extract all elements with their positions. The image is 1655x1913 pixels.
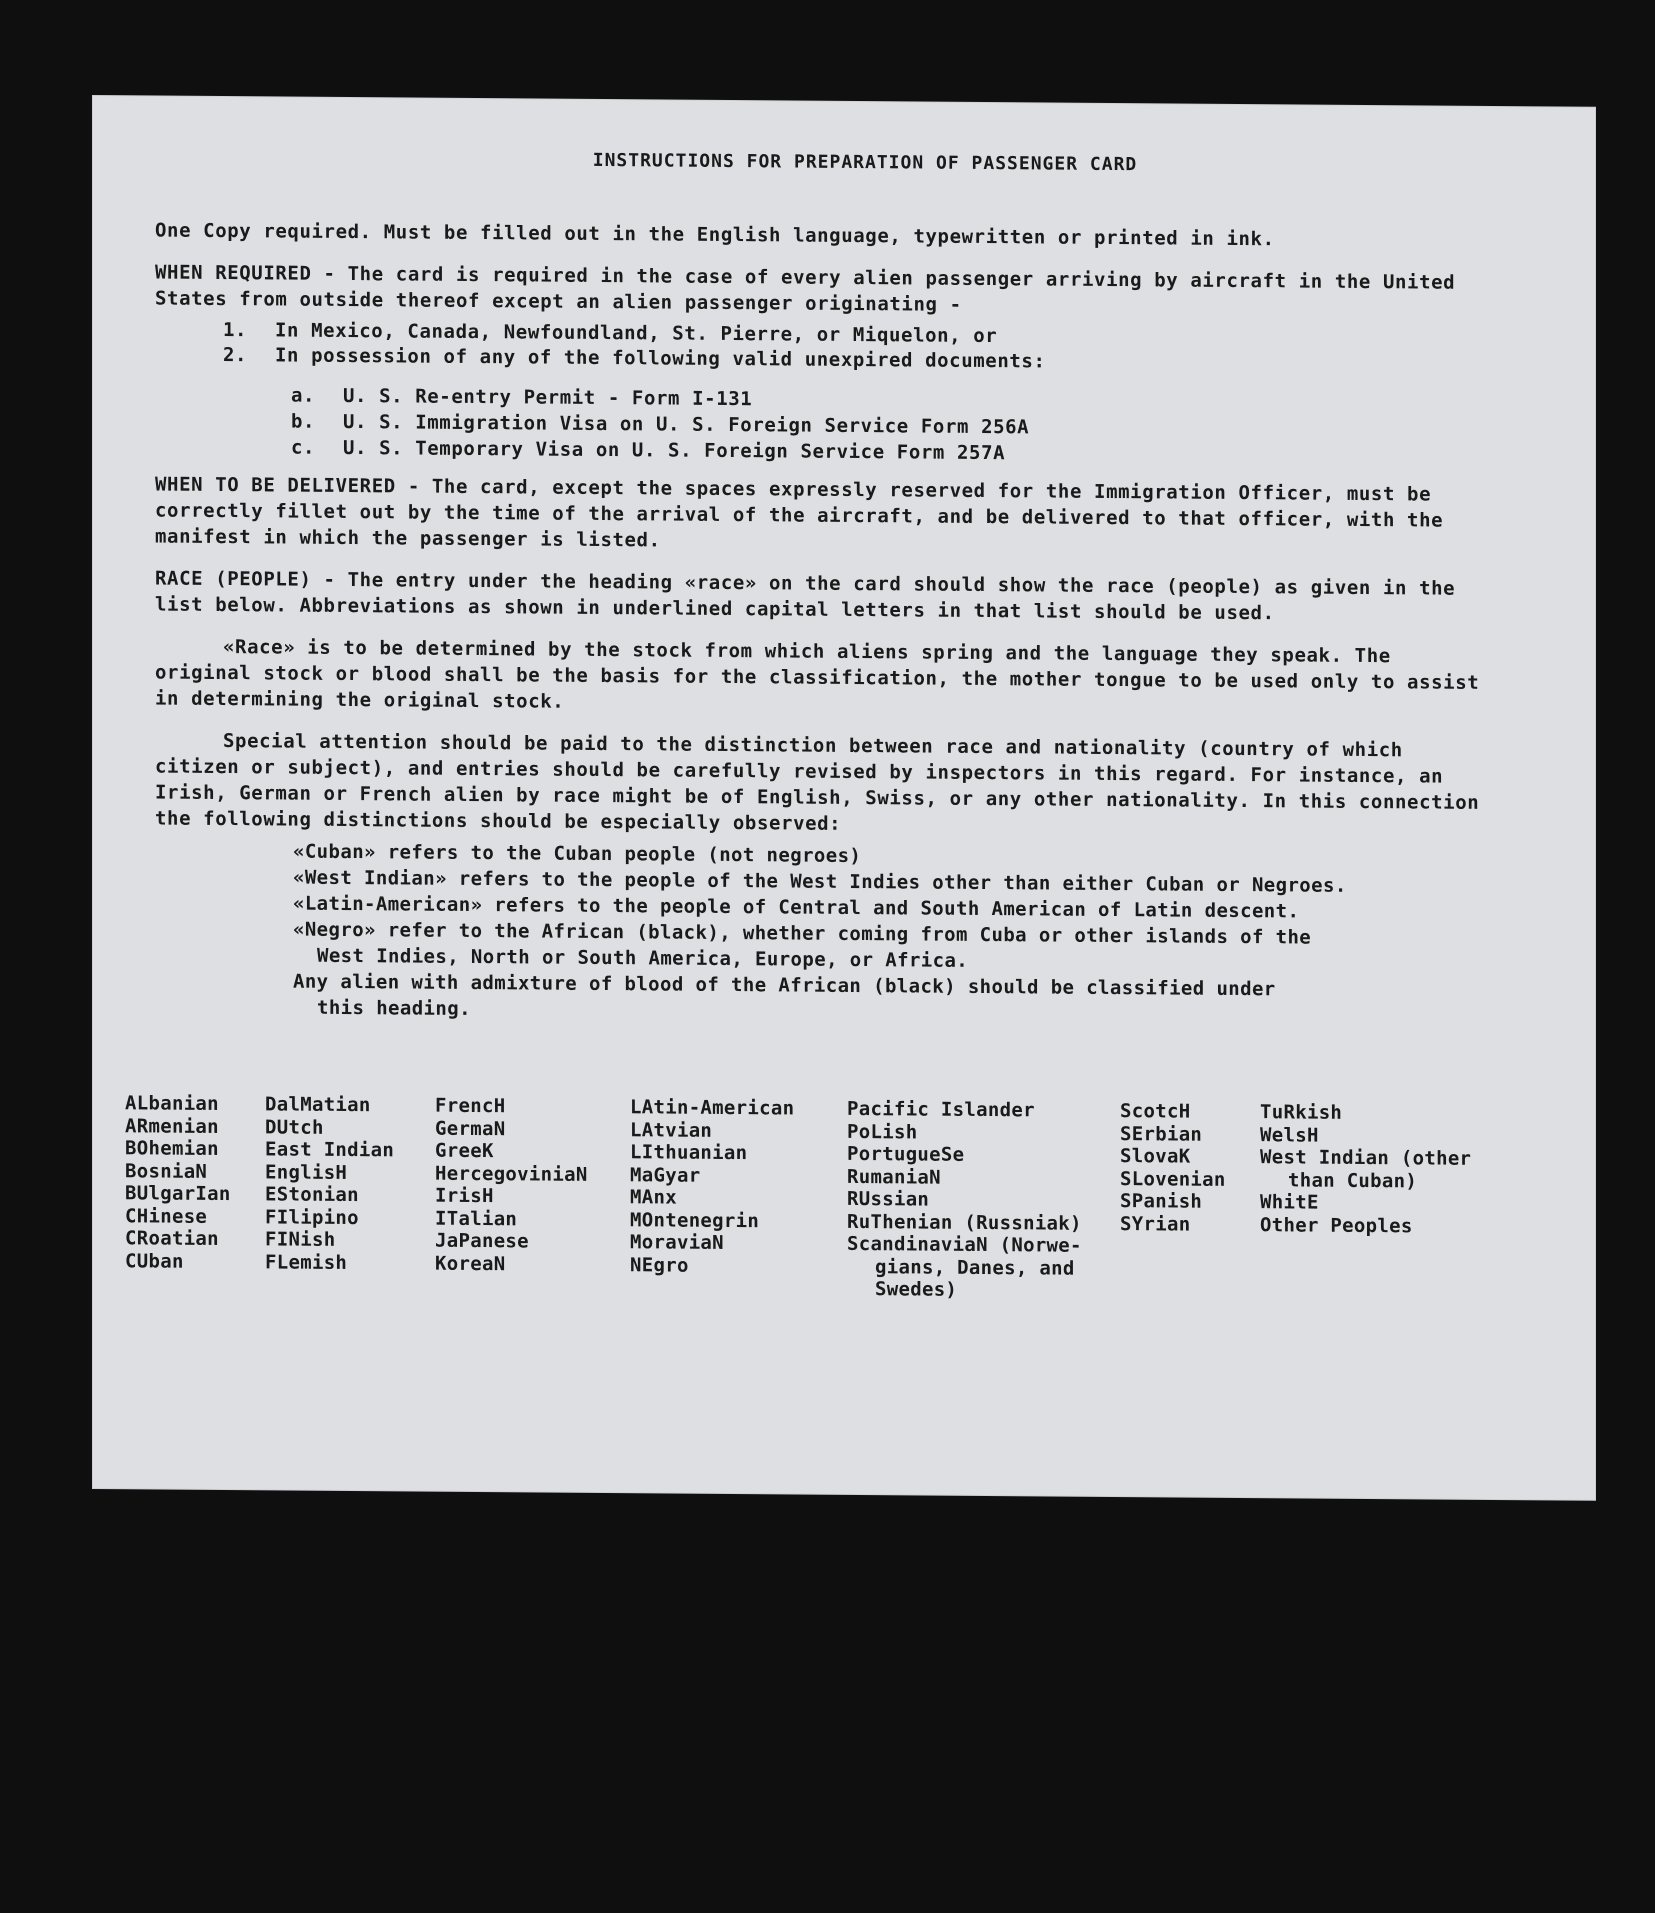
race-item: FLemish [265, 1250, 348, 1274]
race-item: FINish [265, 1228, 336, 1251]
distinction-west-indian: «West Indian» refers to the people of the West Indies other than either Cuban or Negroes. [293, 866, 1347, 897]
race-item: TuRkish [1260, 1101, 1343, 1124]
race-item: LAtvian [630, 1118, 713, 1142]
race-item: DalMatian [265, 1093, 371, 1117]
race-item: West Indian (other [1260, 1146, 1472, 1170]
instructions-body [155, 146, 1495, 1030]
race-item: RumaniaN [847, 1165, 941, 1189]
race-item: gians, Danes, and [875, 1255, 1075, 1280]
intro-paragraph: One Copy required. Must be filled out in the English language, typewritten or printed in ink. [155, 219, 1275, 251]
list-item: 1. In Mexico, Canada, Newfoundland, St. Pierre, or Miquelon, or [223, 319, 998, 348]
race-item: IrisH [435, 1184, 494, 1208]
distinction-admixture: Any alien with admixture of blood of the African (black) should be classified under [293, 970, 1276, 1001]
race-item: BosniaN [125, 1159, 208, 1183]
race-item: KoreaN [435, 1252, 506, 1275]
race-item: CRoatian [125, 1227, 219, 1250]
race-item: JaPanese [435, 1229, 529, 1253]
race-stock-paragraph: «Race» is to be determined by the stock from which aliens spring and the language they speak. The original stock or blood shall be the basis for the classification, the mother tongue to be used only to assist in determining the original stock. [155, 636, 1480, 713]
race-item: PortugueSe [847, 1142, 965, 1166]
race-item: ARmenian [125, 1114, 219, 1138]
race-item: ITalian [435, 1207, 518, 1230]
race-item: RuThenian (Russniak) [847, 1210, 1082, 1235]
race-item: LIthuanian [630, 1141, 748, 1165]
distinction-cuban: «Cuban» refers to the Cuban people (not negroes) [293, 840, 862, 868]
race-item: SLovenian [1120, 1167, 1226, 1191]
race-column-6 [1120, 1100, 1226, 1236]
race-item: East Indian [265, 1138, 395, 1162]
race-column-1 [125, 1092, 231, 1273]
when-delivered-paragraph: WHEN TO BE DELIVERED - The card, except the spaces expressly reserved for the Immigration Officer, must be correctly fillet out by the time of the arrival of the aircraft, and be delivered to that officer, with the manifest in which the passenger is listed. [155, 473, 1444, 552]
race-list [125, 1092, 1585, 1333]
race-item: ScandinaviaN (Norwe- [847, 1232, 1082, 1257]
race-item: CHinese [125, 1204, 208, 1228]
race-item: RUssian [847, 1187, 930, 1211]
race-item: HercegoviniaN [435, 1162, 588, 1186]
race-item: GermaN [435, 1117, 506, 1140]
distinctions-list [293, 839, 1495, 1030]
race-item: DUtch [265, 1115, 324, 1139]
race-item: SlovaK [1120, 1145, 1191, 1168]
race-item: FrencH [435, 1094, 506, 1118]
list-item: c. U. S. Temporary Visa on U. S. Foreign Service Form 257A [291, 436, 1006, 465]
race-item: Other Peoples [1260, 1213, 1413, 1237]
list-item: 2. In possession of any of the following valid unexpired documents: [223, 344, 1046, 373]
race-item: LAtin-American [630, 1096, 795, 1120]
race-item: PoLish [847, 1120, 918, 1143]
special-attention-paragraph: Special attention should be paid to the distinction between race and nationality (country of which citizen or subject), and entries should be carefully revised by inspectors in this regard. For instance, an Irish, German or French alien by race might be of English, Swiss, or any other nationality. In this connection the following distinctions should be especially observed: [155, 730, 1480, 835]
race-item: GreeK [435, 1139, 494, 1163]
distinction-admixture-cont: this heading. [317, 996, 471, 1020]
race-item: WelsH [1260, 1123, 1319, 1147]
race-item: ScotcH [1120, 1100, 1191, 1123]
race-item: WhitE [1260, 1191, 1319, 1214]
when-required-paragraph: WHEN REQUIRED - The card is required in the case of every alien passenger arriving by aircraft in the United States from outside thereof except an alien passenger originating - [155, 261, 1456, 316]
race-item: EStonian [265, 1183, 359, 1207]
page-title: INSTRUCTIONS FOR PREPARATION OF PASSENGER CARD [592, 149, 1138, 176]
race-item: than Cuban) [1288, 1168, 1418, 1192]
race-column-5 [847, 1098, 1082, 1302]
distinction-latin-american: «Latin-American» refers to the people of Central and South American of Latin descent. [293, 892, 1300, 923]
distinction-negro-cont: West Indies, North or South America, Europe, or Africa. [317, 944, 969, 972]
race-item: Pacific Islander [847, 1097, 1035, 1122]
race-item: FIlipino [265, 1205, 359, 1229]
race-column-7 [1260, 1101, 1471, 1238]
race-item: MaGyar [630, 1163, 701, 1187]
race-people-paragraph: RACE (PEOPLE) - The entry under the heading «race» on the card should show the race (people) as given in the list below. Abbreviations as shown in underlined capital letters in that list should be used. [155, 567, 1456, 625]
race-column-4 [630, 1096, 794, 1277]
distinction-negro: «Negro» refer to the African (black), whether coming from Cuba or other islands of the [293, 918, 1312, 949]
race-column-3 [435, 1095, 588, 1276]
originating-list [223, 318, 1495, 378]
race-item: BUlgarIan [125, 1182, 231, 1206]
documents-list [291, 383, 1495, 470]
race-item: MOntenegrin [630, 1208, 760, 1232]
passenger-card [93, 96, 1595, 1500]
list-item: b. U. S. Immigration Visa on U. S. Foreign Service Form 256A [291, 410, 1030, 439]
race-item: MoraviaN [630, 1231, 724, 1254]
race-item: NEgro [630, 1253, 689, 1277]
list-item: a. U. S. Re-entry Permit - Form I-131 [291, 384, 753, 411]
race-item: SPanish [1120, 1190, 1203, 1213]
race-item: BOhemian [125, 1137, 219, 1160]
race-item: Swedes) [875, 1278, 958, 1301]
race-item: EnglisH [265, 1160, 348, 1184]
race-item: ALbanian [125, 1092, 219, 1115]
race-item: SYrian [1120, 1212, 1191, 1236]
race-item: CUban [125, 1249, 184, 1273]
race-item: MAnx [630, 1186, 677, 1209]
race-item: SErbian [1120, 1122, 1203, 1146]
race-column-2 [265, 1093, 394, 1274]
